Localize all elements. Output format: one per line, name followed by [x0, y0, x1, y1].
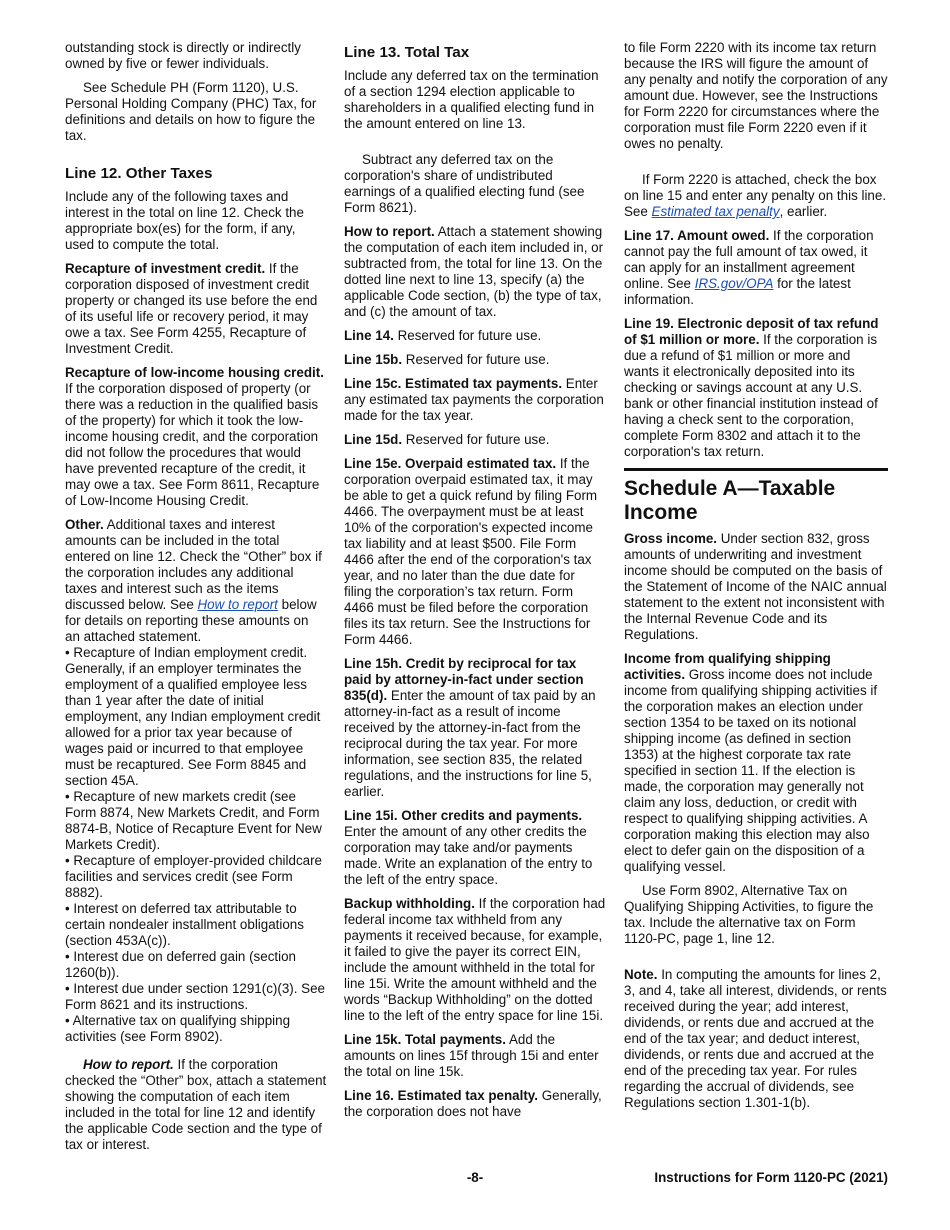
- paragraph: See Schedule PH (Form 1120), U.S. Personal Holding Company (PHC) Tax, for definitions and details on how to figure the tax.: [65, 80, 317, 143]
- heading-line-13: Line 13. Total Tax: [344, 44, 470, 61]
- paragraph-line-15h: Line 15h. Credit by reciprocal for tax paid by attorney-in-fact under section 835(d). Enter the amount of tax paid by an attorney-in-fact as a result of income received by the attorney-in-fact from the reciprocal during the tax year. For more information, see section 835, the related regulations, and the instructions for line 5, earlier.: [344, 656, 596, 799]
- schedule-a-title: Schedule A—Taxable Income: [624, 477, 836, 524]
- column-2: [344, 43, 606, 1128]
- estimated-tax-penalty-link[interactable]: Estimated tax penalty: [651, 204, 780, 219]
- paragraph: Subtract any deferred tax on the corporation's share of undistributed earnings of a qualified electing fund (see Form 8621).: [344, 152, 585, 215]
- list-item: • Recapture of Indian employment credit. Generally, if an employer terminates the employment of a qualified employee less than 1 year after the date of initial employment, any Indian employment credit allowed for a prior tax year because of wages paid or incurred to that employee must be recaptured. See Form 8845 and section 45A.: [65, 645, 321, 788]
- paragraph-backup-withholding: Backup withholding. If the corporation had federal income tax withheld from any payments it received because, for example, it failed to give the payer its correct EIN, include the amount withheld in the total for line 15i. Write the amount withheld and the words “Backup Withholding” on the dotted line to the left of the entry space for line 15i.: [344, 896, 606, 1023]
- paragraph-line-15d: Line 15d. Reserved for future use.: [344, 432, 550, 447]
- paragraph: If Form 2220 is attached, check the box on line 15 and enter any penalty on this line. See Estimated tax penalty, earlier.: [624, 172, 887, 219]
- page-number: -8-: [466, 1170, 484, 1185]
- paragraph: outstanding stock is directly or indirectly owned by five or fewer individuals.: [65, 40, 301, 71]
- how-to-report-link[interactable]: How to report: [197, 597, 278, 612]
- column-3: [624, 40, 888, 1119]
- paragraph-line-15b: Line 15b. Reserved for future use.: [344, 352, 550, 367]
- list-item: • Recapture of new markets credit (see Form 8874, New Markets Credit, and Form 8874-B, Notice of Recapture Event for New Markets Credit).: [65, 789, 322, 852]
- list-item: • Recapture of employer-provided childcare facilities and services credit (see Form 8882).: [65, 853, 323, 900]
- section-divider: [624, 468, 888, 471]
- paragraph-line-15i: Line 15i. Other credits and payments. Enter the amount of any other credits the corporation may take and/or payments made. Write an explanation of the entry to the left of the entry space.: [344, 808, 593, 887]
- list-item: • Interest on deferred tax attributable to certain nondealer installment obligations (section 453A(c)).: [65, 901, 304, 948]
- paragraph-recapture-investment: Recapture of investment credit. If the corporation disposed of investment credit property or changed its use before the end of its useful life or recovery period, it may owe a tax. See Form 4255, Recapture of Investment Credit.: [65, 261, 318, 356]
- paragraph: to file Form 2220 with its income tax return because the IRS will figure the amount of any penalty and notify the corporation of any amount due. However, see the Instructions for Form 2220 for circumstances where the corporation must file Form 2220 even if it owes no penalty.: [624, 40, 888, 151]
- paragraph: Include any deferred tax on the termination of a section 1294 election applicable to shareholders in a qualified electing fund in the amount entered on line 13.: [344, 68, 599, 131]
- paragraph-note: Note. In computing the amounts for lines 2, 3, and 4, take all interest, dividends, or rents received during the year; add interest, dividends, or rents due and accrued at the end of the tax year; and deduct interest, dividends, or rents due and accrued at the end of the preceding tax year. For rules regarding the accrual of dividends, see Regulations section 1.301-1(b).: [624, 967, 887, 1110]
- irs-opa-link[interactable]: IRS.gov/OPA: [694, 276, 774, 291]
- paragraph-line-17: Line 17. Amount owed. If the corporation cannot pay the full amount of tax owed, it can apply for an installment agreement online. See IRS.gov/OPA for the latest information.: [624, 228, 874, 307]
- list-item: • Interest due on deferred gain (section 1260(b)).: [65, 949, 296, 980]
- paragraph-gross-income: Gross income. Under section 832, gross amounts of underwriting and investment income should be computed on the basis of the Statement of Income of the NAIC annual statement to the extent not inconsistent with the Internal Revenue Code and its Regulations.: [624, 531, 887, 642]
- list-item: • Interest due under section 1291(c)(3). See Form 8621 and its instructions.: [65, 981, 325, 1012]
- paragraph-line-15c: Line 15c. Estimated tax payments. Enter any estimated tax payments the corporation made for the tax year.: [344, 376, 604, 423]
- paragraph-recapture-low-income: Recapture of low-income housing credit. If the corporation disposed of property (or there was a reduction in the qualified basis of the property) for which it took the low-income housing credit, and the corporation did not follow the procedures that would have prevented recapture of the credit, it may owe a tax. See Form 8611, Recapture of Low-Income Housing Credit.: [65, 365, 324, 508]
- paragraph-shipping: Income from qualifying shipping activities. Gross income does not include income from qualifying shipping activities if the corporation makes an election under section 1354 to be taxed on its notional shipping income (as defined in section 1353) at the highest corporate tax rate specified in section 11. If the election is made, the corporation may generally not claim any loss, deduction, or credit with respect to qualifying shipping activities. A corporation making this election may also elect to defer gain on the disposition of a qualifying vessel.: [624, 651, 878, 874]
- paragraph-line-16: Line 16. Estimated tax penalty. Generally, the corporation does not have: [344, 1088, 602, 1119]
- paragraph: Include any of the following taxes and interest in the total on line 12. Check the appropriate box(es) for the form, if any, used to compute the total.: [65, 189, 304, 252]
- paragraph-how-to-report: How to report. Attach a statement showing the computation of each item included in, or subtracted from, the total for line 13. On the dotted line next to line 13, specify (a) the applicable Code section, (b) the type of tax, and (c) the amount of tax.: [344, 224, 604, 319]
- paragraph-other: Other. Additional taxes and interest amounts can be included in the total entered on line 12. Check the “Other” box if the corporation includes any additional taxes and interest such as the items discussed below. See How to report below for details on reporting these amounts on an attached statement.: [65, 517, 322, 644]
- paragraph-line-15k: Line 15k. Total payments. Add the amounts on lines 15f through 15i and enter the total on line 15k.: [344, 1032, 599, 1079]
- paragraph: Use Form 8902, Alternative Tax on Qualifying Shipping Activities, to figure the tax. Include the alternative tax on Form 1120-PC, page 1, line 12.: [624, 883, 874, 946]
- footer-title: Instructions for Form 1120-PC (2021): [654, 1170, 888, 1185]
- list-item: • Alternative tax on qualifying shipping activities (see Form 8902).: [65, 1013, 291, 1044]
- paragraph-line-14: Line 14. Reserved for future use.: [344, 328, 542, 343]
- paragraph-line-19: Line 19. Electronic deposit of tax refund of $1 million or more. If the corporation is due a refund of $1 million or more and wants it electronically deposited into its checking or savings account at any U.S. bank or other financial institution instead of having a check sent to the corporation, complete Form 8302 and attach it to the corporation's tax return.: [624, 316, 879, 459]
- heading-line-12: Line 12. Other Taxes: [65, 165, 213, 182]
- column-1: [65, 40, 327, 1161]
- paragraph-line-15e: Line 15e. Overpaid estimated tax. If the corporation overpaid estimated tax, it may be able to get a quick refund by filing Form 4466. The overpayment must be at least 10% of the corporation's expected income tax liability and at least $500. File Form 4466 after the end of the corporation's tax year, and no later than the due date for filing the corporation’s tax return. Form 4466 must be filed before the corporation files its tax return. See the Instructions for Form 4466.: [344, 456, 598, 647]
- paragraph-how-to-report: How to report. If the corporation checked the “Other” box, attach a statement showing the computation of each item included in the total for line 12 and identify the applicable Code section and the type of tax or interest.: [65, 1057, 327, 1152]
